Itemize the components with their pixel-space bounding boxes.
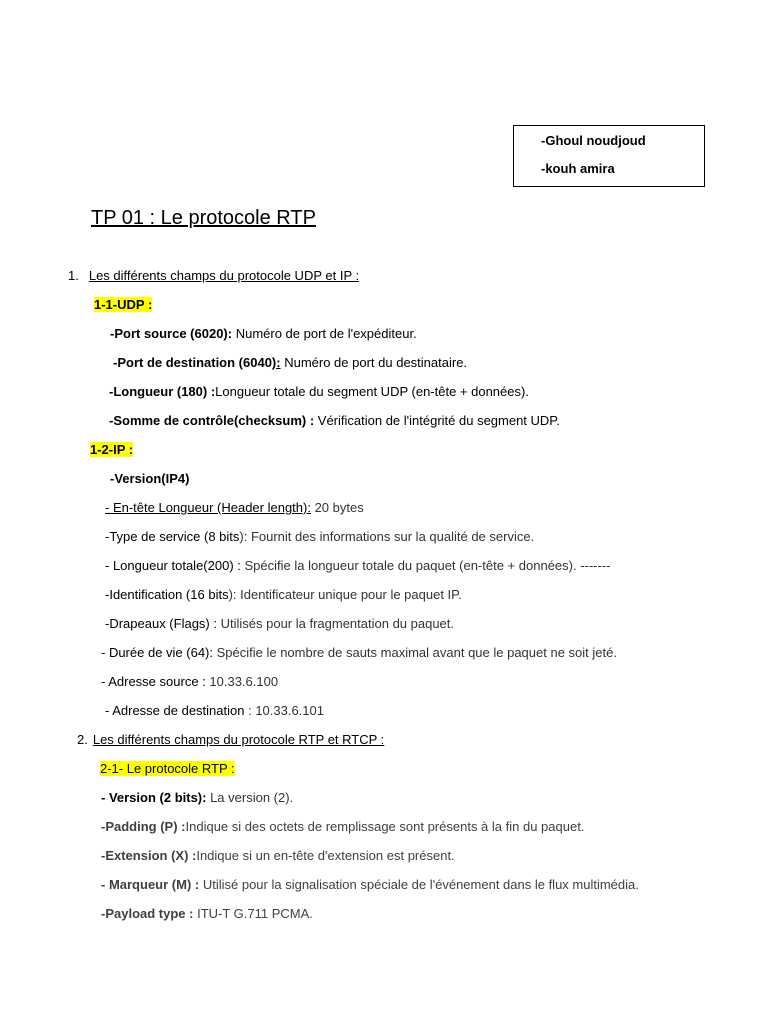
section-2-number: 2. [77, 732, 88, 747]
section-1-title: Les différents champs du protocole UDP et IP : [88, 268, 360, 283]
ip-field-version: -Version(IP4) [110, 471, 190, 486]
udp-field-port-source: -Port source (6020): Numéro de port de l'expéditeur. [110, 326, 417, 341]
author-2: -kouh amira [541, 161, 615, 176]
rtp-field-payload-type: -Payload type : ITU-T G.711 PCMA. [101, 906, 313, 921]
udp-field-longueur: -Longueur (180) :Longueur totale du segment UDP (en-tête + données). [109, 384, 529, 399]
document-title: TP 01 : Le protocole RTP [91, 207, 316, 229]
udp-field-port-destination: -Port de destination (6040): Numéro de port du destinataire. [113, 355, 468, 370]
ip-field-adresse-source: - Adresse source : 10.33.6.100 [101, 674, 279, 689]
ip-field-adresse-destination: - Adresse de destination : 10.33.6.101 [105, 703, 324, 718]
ip-field-header-length: - En-tête Longueur (Header length): 20 bytes [105, 500, 364, 515]
ip-field-drapeaux: -Drapeaux (Flags) : Utilisés pour la fragmentation du paquet. [105, 616, 455, 631]
ip-field-identification: -Identification (16 bits): Identificateur unique pour le paquet IP. [105, 587, 462, 602]
udp-field-checksum: -Somme de contrôle(checksum) : Vérification de l'intégrité du segment UDP. [109, 413, 560, 428]
rtp-field-marqueur: - Marqueur (M) : Utilisé pour la signalisation spéciale de l'événement dans le flux multimédia. [101, 877, 639, 892]
authors-box [513, 125, 705, 187]
section-1-number: 1. [68, 268, 79, 283]
section-1-heading [68, 267, 359, 285]
section-2-heading [77, 731, 384, 749]
ip-heading: 1-2-IP : [90, 442, 134, 457]
ip-field-duree-vie: - Durée de vie (64): Spécifie le nombre de sauts maximal avant que le paquet ne soit jeté. [101, 645, 617, 660]
rtp-heading: 2-1- Le protocole RTP : [100, 761, 235, 776]
author-1: -Ghoul noudjoud [541, 133, 646, 148]
rtp-field-padding: -Padding (P) :Indique si des octets de remplissage sont présents à la fin du paquet. [101, 819, 585, 834]
udp-heading: 1-1-UDP : [94, 297, 153, 312]
section-2-title: Les différents champs du protocole RTP et RTCP : [92, 732, 385, 747]
rtp-field-extension: -Extension (X) :Indique si un en-tête d'extension est présent. [101, 848, 455, 863]
ip-field-longueur-totale: - Longueur totale(200) : Spécifie la longueur totale du paquet (en-tête + données). ------- [105, 558, 611, 573]
rtp-field-version: - Version (2 bits): La version (2). [101, 790, 294, 805]
ip-field-type-service: -Type de service (8 bits): Fournit des informations sur la qualité de service. [105, 529, 535, 544]
